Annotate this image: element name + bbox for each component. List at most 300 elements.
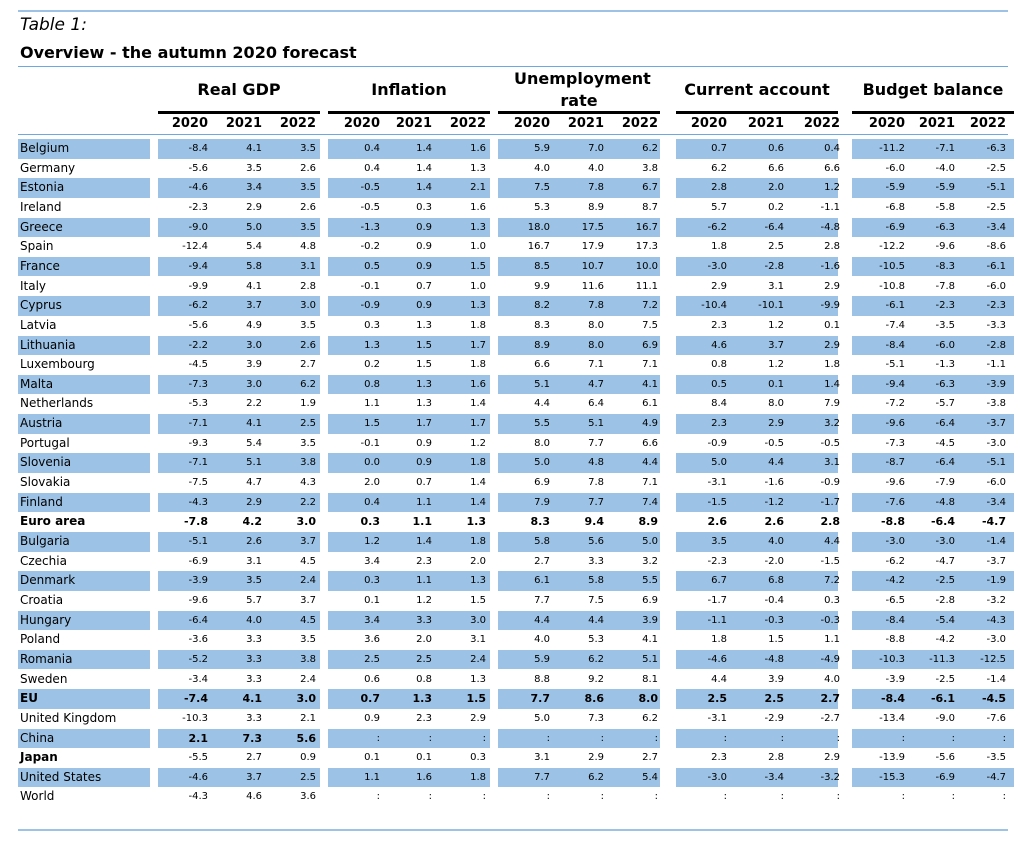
value-cell-unemployment-rate: 7.5 (588, 594, 604, 606)
value-cell-unemployment-rate: 7.7 (588, 437, 604, 449)
value-cell-inflation: 1.3 (470, 221, 486, 233)
value-cell-budget-balance: -3.4 (986, 221, 1006, 233)
value-cell-current-account: : (723, 791, 727, 803)
value-cell-inflation: 1.4 (470, 398, 486, 410)
value-cell-inflation: 1.3 (470, 575, 486, 587)
value-cell-real-gdp: -7.8 (183, 515, 208, 529)
value-cell-current-account: 6.7 (711, 575, 727, 587)
value-cell-real-gdp: -3.9 (188, 575, 208, 587)
value-cell-current-account: 2.5 (768, 241, 784, 253)
value-cell-unemployment-rate: 5.1 (534, 378, 550, 390)
value-cell-unemployment-rate: 7.1 (588, 359, 604, 371)
table-row (18, 611, 1008, 631)
value-cell-current-account: 0.2 (768, 201, 784, 213)
value-cell-unemployment-rate: 2.7 (642, 752, 658, 764)
value-cell-inflation: 2.0 (470, 555, 486, 567)
value-cell-current-account: -1.5 (707, 496, 727, 508)
value-cell-current-account: -1.6 (764, 477, 784, 489)
value-cell-unemployment-rate: 5.8 (534, 536, 550, 547)
value-cell-budget-balance: -4.2 (885, 575, 905, 587)
value-cell-unemployment-rate: 6.2 (588, 653, 604, 665)
value-cell-unemployment-rate: 7.8 (588, 300, 604, 312)
value-cell-unemployment-rate: 7.8 (588, 477, 604, 489)
value-cell-current-account: -1.7 (820, 496, 840, 508)
value-cell-budget-balance: -2.3 (986, 300, 1006, 312)
value-cell-budget-balance: -10.5 (879, 260, 905, 272)
value-cell-unemployment-rate: 5.5 (642, 575, 658, 587)
value-cell-inflation: 2.9 (470, 712, 486, 724)
value-cell-real-gdp: -5.3 (188, 398, 208, 410)
value-cell-unemployment-rate: 7.4 (642, 496, 658, 508)
value-cell-real-gdp: 3.0 (296, 515, 316, 529)
value-cell-budget-balance: -4.7 (981, 515, 1006, 529)
value-cell-current-account: 5.7 (711, 201, 727, 213)
value-cell-real-gdp: -9.9 (188, 280, 208, 292)
year-header: 2021 (567, 116, 604, 131)
value-cell-inflation: : (482, 732, 486, 744)
value-cell-budget-balance: -1.3 (935, 359, 955, 371)
value-cell-unemployment-rate: 3.1 (534, 752, 550, 764)
value-cell-current-account: -3.0 (707, 771, 727, 783)
value-cell-current-account: -1.2 (764, 496, 784, 508)
value-cell-inflation: -0.9 (360, 300, 380, 312)
value-cell-real-gdp: -4.6 (188, 771, 208, 783)
value-cell-inflation: 1.4 (416, 143, 432, 154)
value-cell-inflation: 1.1 (364, 398, 380, 410)
value-cell-unemployment-rate: 4.4 (534, 398, 550, 410)
value-cell-real-gdp: 2.8 (300, 280, 316, 292)
value-cell-current-account: 6.6 (768, 162, 784, 174)
value-cell-budget-balance: -7.2 (885, 398, 905, 410)
value-cell-inflation: : (428, 791, 432, 803)
value-cell-unemployment-rate: 7.1 (642, 477, 658, 489)
value-cell-unemployment-rate: 17.3 (635, 241, 658, 253)
value-cell-inflation: 1.4 (416, 162, 432, 174)
value-cell-current-account: 3.1 (768, 280, 784, 292)
value-cell-real-gdp: -5.2 (188, 653, 208, 665)
value-cell-budget-balance: -9.6 (885, 418, 905, 430)
value-cell-current-account: 1.2 (768, 359, 784, 371)
value-cell-current-account: -3.0 (707, 260, 727, 272)
header-rule (18, 134, 1008, 135)
value-cell-current-account: 2.9 (824, 280, 840, 292)
table-row (18, 787, 1008, 807)
value-cell-unemployment-rate: 8.0 (534, 437, 550, 449)
value-cell-current-account: 0.6 (768, 143, 784, 154)
value-cell-current-account: 2.3 (711, 752, 727, 764)
value-cell-inflation: 2.5 (364, 653, 380, 665)
value-cell-budget-balance: -10.3 (879, 653, 905, 665)
value-cell-budget-balance: -4.7 (986, 771, 1006, 783)
value-cell-unemployment-rate: 6.2 (642, 143, 658, 154)
year-header: 2020 (171, 116, 208, 131)
value-cell-unemployment-rate: 17.9 (581, 241, 604, 253)
country-name: China (20, 730, 55, 745)
table-title: Overview - the autumn 2020 forecast (20, 43, 357, 62)
value-cell-real-gdp: 2.6 (300, 339, 316, 351)
value-cell-inflation: 0.1 (416, 752, 432, 764)
value-cell-budget-balance: : (951, 791, 955, 803)
value-cell-budget-balance: -3.0 (885, 536, 905, 547)
value-cell-inflation: 0.3 (364, 319, 380, 331)
value-cell-real-gdp: -8.4 (188, 143, 208, 154)
value-cell-current-account: 4.4 (768, 457, 784, 469)
value-cell-inflation: 0.2 (364, 359, 380, 371)
value-cell-real-gdp: -9.4 (188, 260, 208, 272)
value-cell-budget-balance: : (901, 791, 905, 803)
table-row (18, 218, 1008, 238)
value-cell-current-account: -4.9 (820, 653, 840, 665)
value-cell-real-gdp: 3.5 (300, 143, 316, 154)
value-cell-current-account: -1.5 (820, 555, 840, 567)
value-cell-inflation: 1.5 (470, 594, 486, 606)
value-cell-budget-balance: -9.0 (935, 712, 955, 724)
value-cell-current-account: -4.8 (764, 653, 784, 665)
value-cell-budget-balance: -6.9 (885, 221, 905, 233)
value-cell-unemployment-rate: 17.5 (581, 221, 604, 233)
value-cell-budget-balance: -6.0 (986, 280, 1006, 292)
value-cell-budget-balance: -9.6 (885, 477, 905, 489)
year-header: 2022 (449, 116, 486, 131)
value-cell-budget-balance: -7.6 (885, 496, 905, 508)
value-cell-real-gdp: 4.3 (300, 477, 316, 489)
value-cell-real-gdp: 3.3 (246, 673, 262, 685)
value-cell-unemployment-rate: 8.5 (534, 260, 550, 272)
value-cell-budget-balance: -3.0 (986, 437, 1006, 449)
value-cell-current-account: -3.2 (820, 771, 840, 783)
value-cell-inflation: 3.6 (364, 634, 380, 646)
value-cell-inflation: 1.3 (470, 162, 486, 174)
value-cell-current-account: 2.9 (824, 339, 840, 351)
value-cell-real-gdp: -7.3 (188, 378, 208, 390)
value-cell-inflation: 2.1 (470, 182, 486, 194)
country-name: Cyprus (20, 298, 62, 313)
value-cell-unemployment-rate: 18.0 (527, 221, 550, 233)
table-row (18, 650, 1008, 670)
value-cell-unemployment-rate: 7.2 (642, 300, 658, 312)
value-cell-real-gdp: 3.1 (300, 260, 316, 272)
value-cell-unemployment-rate: 5.3 (534, 201, 550, 213)
value-cell-budget-balance: -4.0 (935, 162, 955, 174)
value-cell-current-account: : (780, 732, 784, 744)
value-cell-budget-balance: -3.4 (986, 496, 1006, 508)
value-cell-current-account: 6.8 (768, 575, 784, 587)
value-cell-unemployment-rate: 8.0 (588, 339, 604, 351)
value-cell-current-account: -2.8 (764, 260, 784, 272)
value-cell-current-account: -4.6 (707, 653, 727, 665)
value-cell-current-account: 8.4 (711, 398, 727, 410)
value-cell-current-account: 2.6 (707, 515, 727, 529)
value-cell-unemployment-rate: 6.9 (642, 339, 658, 351)
value-cell-budget-balance: -2.8 (986, 339, 1006, 351)
value-cell-current-account: 1.8 (711, 241, 727, 253)
group-header-real-gdp: Real GDP (197, 80, 281, 99)
value-cell-current-account: -1.1 (707, 614, 727, 626)
value-cell-real-gdp: 3.8 (300, 457, 316, 469)
value-cell-inflation: 1.1 (416, 575, 432, 587)
value-cell-current-account: -10.1 (758, 300, 784, 312)
value-cell-unemployment-rate: 8.9 (638, 515, 658, 529)
table-row (18, 473, 1008, 493)
value-cell-unemployment-rate: 10.7 (581, 260, 604, 272)
value-cell-current-account: 2.0 (768, 182, 784, 194)
country-name: France (20, 258, 60, 273)
value-cell-inflation: 2.0 (364, 477, 380, 489)
country-name: Italy (20, 278, 47, 293)
value-cell-current-account: -10.4 (701, 300, 727, 312)
value-cell-unemployment-rate: : (600, 791, 604, 803)
value-cell-current-account: 2.7 (820, 692, 840, 706)
table-row (18, 434, 1008, 454)
value-cell-unemployment-rate: 7.7 (530, 692, 550, 706)
value-cell-inflation: 1.3 (416, 398, 432, 410)
value-cell-real-gdp: 2.2 (300, 496, 316, 508)
value-cell-budget-balance: -2.5 (986, 201, 1006, 213)
value-cell-unemployment-rate: : (546, 791, 550, 803)
country-name: United Kingdom (20, 710, 117, 725)
value-cell-current-account: 2.9 (711, 280, 727, 292)
value-cell-real-gdp: 3.7 (300, 536, 316, 547)
value-cell-inflation: 0.9 (416, 437, 432, 449)
value-cell-real-gdp: 4.8 (300, 241, 316, 253)
value-cell-unemployment-rate: 5.1 (642, 653, 658, 665)
value-cell-unemployment-rate: 8.3 (530, 515, 550, 529)
year-header: 2022 (969, 116, 1006, 131)
value-cell-inflation: 1.8 (470, 359, 486, 371)
value-cell-unemployment-rate: 7.7 (588, 496, 604, 508)
value-cell-real-gdp: -4.6 (188, 182, 208, 194)
value-cell-current-account: 3.7 (768, 339, 784, 351)
value-cell-inflation: 0.6 (364, 673, 380, 685)
value-cell-real-gdp: -6.2 (188, 300, 208, 312)
table-row (18, 630, 1008, 650)
value-cell-unemployment-rate: 6.7 (642, 182, 658, 194)
group-header-inflation: Inflation (371, 80, 447, 99)
value-cell-inflation: 0.0 (364, 457, 380, 469)
value-cell-inflation: 1.4 (416, 536, 432, 547)
value-cell-unemployment-rate: 4.7 (588, 378, 604, 390)
value-cell-real-gdp: 3.5 (300, 221, 316, 233)
value-cell-current-account: -2.3 (707, 555, 727, 567)
value-cell-current-account: 1.5 (768, 634, 784, 646)
value-cell-unemployment-rate: 7.0 (588, 143, 604, 154)
value-cell-real-gdp: 5.4 (246, 241, 262, 253)
value-cell-budget-balance: -8.8 (885, 634, 905, 646)
country-name: United States (20, 769, 102, 784)
table-row (18, 670, 1008, 690)
bottom-rule (18, 829, 1008, 831)
value-cell-unemployment-rate: 8.7 (642, 201, 658, 213)
value-cell-inflation: 1.6 (470, 143, 486, 154)
value-cell-real-gdp: 3.8 (300, 653, 316, 665)
value-cell-unemployment-rate: : (600, 732, 604, 744)
value-cell-current-account: 6.6 (824, 162, 840, 174)
group-underline (158, 111, 320, 114)
country-name: EU (20, 691, 38, 706)
table-row (18, 414, 1008, 434)
value-cell-budget-balance: -13.4 (879, 712, 905, 724)
value-cell-budget-balance: -5.4 (935, 614, 955, 626)
value-cell-current-account: -0.9 (707, 437, 727, 449)
value-cell-inflation: 3.0 (470, 614, 486, 626)
value-cell-real-gdp: 2.4 (300, 673, 316, 685)
value-cell-budget-balance: -6.1 (885, 300, 905, 312)
value-cell-real-gdp: -6.4 (188, 614, 208, 626)
value-cell-inflation: 1.7 (470, 339, 486, 351)
country-name: Belgium (20, 141, 70, 155)
country-name: Poland (20, 632, 61, 647)
value-cell-budget-balance: -5.8 (935, 201, 955, 213)
value-cell-current-account: -4.8 (820, 221, 840, 233)
value-cell-current-account: -0.9 (820, 477, 840, 489)
value-cell-inflation: 0.3 (470, 752, 486, 764)
value-cell-real-gdp: -7.1 (188, 418, 208, 430)
value-cell-real-gdp: 2.7 (246, 752, 262, 764)
value-cell-current-account: 4.4 (711, 673, 727, 685)
value-cell-inflation: 1.1 (416, 496, 432, 508)
country-name: Netherlands (20, 396, 94, 411)
value-cell-real-gdp: 4.0 (246, 614, 262, 626)
value-cell-real-gdp: 3.0 (246, 378, 262, 390)
value-cell-real-gdp: 3.4 (246, 182, 262, 194)
value-cell-real-gdp: 3.5 (300, 634, 316, 646)
value-cell-inflation: 0.4 (364, 162, 380, 174)
value-cell-unemployment-rate: 5.9 (534, 143, 550, 154)
value-cell-real-gdp: 3.6 (300, 791, 316, 803)
value-cell-budget-balance: -1.1 (986, 359, 1006, 371)
value-cell-current-account: -2.0 (764, 555, 784, 567)
value-cell-inflation: 1.3 (416, 378, 432, 390)
table-row (18, 512, 1008, 532)
value-cell-inflation: 0.3 (364, 575, 380, 587)
value-cell-budget-balance: -7.8 (935, 280, 955, 292)
value-cell-budget-balance: -12.2 (879, 241, 905, 253)
value-cell-inflation: 1.8 (470, 319, 486, 331)
value-cell-inflation: -0.1 (360, 280, 380, 292)
table-row (18, 257, 1008, 277)
country-name: Spain (20, 239, 54, 254)
value-cell-inflation: 0.9 (416, 241, 432, 253)
value-cell-inflation: 0.8 (364, 378, 380, 390)
value-cell-unemployment-rate: 5.8 (588, 575, 604, 587)
value-cell-real-gdp: 2.6 (300, 201, 316, 213)
value-cell-real-gdp: 2.9 (246, 496, 262, 508)
country-name: Croatia (20, 592, 64, 607)
value-cell-unemployment-rate: 3.9 (642, 614, 658, 626)
value-cell-budget-balance: -12.5 (980, 653, 1006, 665)
year-header: 2022 (621, 116, 658, 131)
value-cell-unemployment-rate: 4.4 (534, 614, 550, 626)
value-cell-unemployment-rate: 4.0 (534, 162, 550, 174)
value-cell-real-gdp: -9.0 (188, 221, 208, 233)
value-cell-real-gdp: 2.6 (246, 536, 262, 547)
value-cell-unemployment-rate: 6.9 (642, 594, 658, 606)
value-cell-current-account: 6.2 (711, 162, 727, 174)
table-row (18, 139, 1008, 159)
value-cell-real-gdp: 5.0 (246, 221, 262, 233)
country-name: Ireland (20, 199, 62, 214)
value-cell-inflation: 0.7 (416, 477, 432, 489)
value-cell-budget-balance: -4.3 (986, 614, 1006, 626)
value-cell-current-account: : (836, 732, 840, 744)
value-cell-budget-balance: -8.7 (885, 457, 905, 469)
value-cell-current-account: 0.7 (711, 143, 727, 154)
value-cell-budget-balance: -6.8 (885, 201, 905, 213)
value-cell-inflation: : (376, 791, 380, 803)
value-cell-inflation: 1.3 (470, 673, 486, 685)
value-cell-inflation: 1.4 (470, 496, 486, 508)
value-cell-budget-balance: -6.9 (935, 771, 955, 783)
value-cell-inflation: 1.1 (364, 771, 380, 783)
value-cell-inflation: -0.1 (360, 437, 380, 449)
value-cell-current-account: -1.1 (820, 201, 840, 213)
value-cell-real-gdp: 4.5 (300, 555, 316, 567)
value-cell-unemployment-rate: 8.0 (588, 319, 604, 331)
value-cell-budget-balance: -6.4 (935, 418, 955, 430)
value-cell-inflation: 1.0 (470, 241, 486, 253)
value-cell-budget-balance: -3.8 (986, 398, 1006, 410)
value-cell-current-account: 2.8 (820, 515, 840, 529)
country-name: Hungary (20, 612, 72, 627)
value-cell-current-account: : (836, 791, 840, 803)
value-cell-budget-balance: -4.5 (935, 437, 955, 449)
value-cell-unemployment-rate: 7.5 (642, 319, 658, 331)
value-cell-unemployment-rate: : (654, 791, 658, 803)
value-cell-inflation: 0.3 (416, 201, 432, 213)
value-cell-budget-balance: -3.2 (986, 594, 1006, 606)
value-cell-unemployment-rate: 11.6 (581, 280, 604, 292)
value-cell-unemployment-rate: 6.1 (534, 575, 550, 587)
value-cell-unemployment-rate: 4.0 (534, 634, 550, 646)
value-cell-current-account: -3.1 (707, 712, 727, 724)
value-cell-inflation: 1.5 (470, 260, 486, 272)
value-cell-budget-balance: -8.4 (885, 339, 905, 351)
value-cell-real-gdp: -4.5 (188, 359, 208, 371)
value-cell-unemployment-rate: 16.7 (635, 221, 658, 233)
value-cell-inflation: 1.6 (416, 771, 432, 783)
value-cell-real-gdp: 2.9 (246, 201, 262, 213)
year-header: 2021 (395, 116, 432, 131)
value-cell-inflation: 0.4 (364, 143, 380, 154)
value-cell-current-account: 2.8 (824, 241, 840, 253)
value-cell-budget-balance: -2.3 (935, 300, 955, 312)
value-cell-real-gdp: -10.3 (182, 712, 208, 724)
value-cell-budget-balance: -3.0 (986, 634, 1006, 646)
value-cell-current-account: -0.5 (820, 437, 840, 449)
value-cell-real-gdp: -2.3 (188, 201, 208, 213)
country-name: Latvia (20, 317, 57, 332)
value-cell-real-gdp: 3.7 (300, 594, 316, 606)
value-cell-budget-balance: -7.1 (935, 143, 955, 154)
value-cell-inflation: 1.4 (416, 182, 432, 194)
value-cell-current-account: 4.0 (768, 536, 784, 547)
value-cell-budget-balance: -3.9 (885, 673, 905, 685)
country-name: Euro area (20, 514, 86, 529)
value-cell-inflation: 1.8 (470, 457, 486, 469)
value-cell-budget-balance: -5.9 (885, 182, 905, 194)
country-name: Malta (20, 376, 54, 391)
value-cell-budget-balance: -4.7 (935, 555, 955, 567)
country-name: Slovenia (20, 455, 72, 470)
country-name: Finland (20, 494, 63, 509)
value-cell-inflation: -1.3 (360, 221, 380, 233)
country-name: Estonia (20, 180, 65, 195)
table-row (18, 159, 1008, 179)
value-cell-unemployment-rate: 16.7 (527, 241, 550, 253)
table-row (18, 768, 1008, 788)
value-cell-inflation: 1.2 (416, 594, 432, 606)
value-cell-real-gdp: 4.1 (246, 143, 262, 154)
